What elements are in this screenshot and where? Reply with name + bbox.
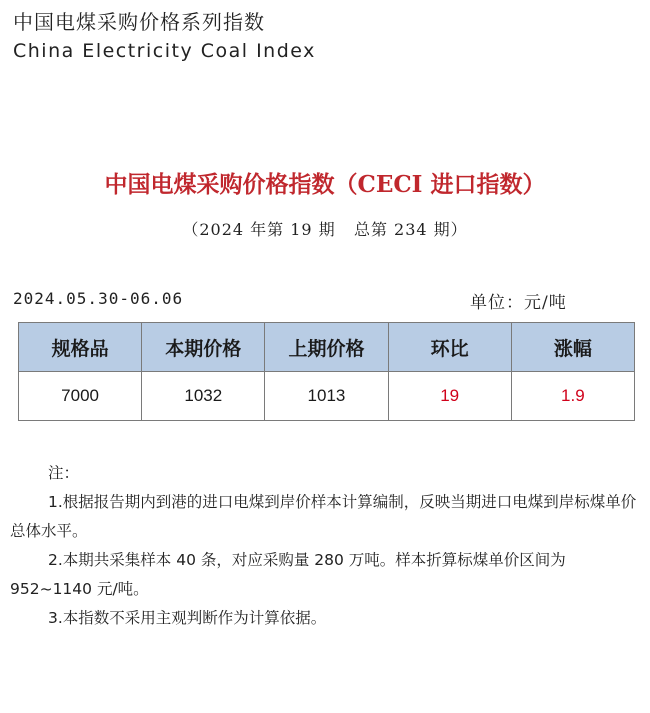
report-issue: （2024 年第 19 期 总第 234 期） bbox=[182, 220, 468, 239]
col-header-change: 环比 bbox=[388, 323, 511, 372]
col-header-spec: 规格品 bbox=[19, 323, 142, 372]
note-item-1: 1.根据报告期内到港的进口电煤到岸价样本计算编制，反映当期进口电煤到岸标煤单价总体水平。 bbox=[10, 493, 637, 540]
cell-change: 19 bbox=[388, 372, 511, 421]
note-item-2: 2.本期共采集样本 40 条，对应采购量 280 万吨。样本折算标煤单价区间为 952~1140 元/吨。 bbox=[10, 551, 566, 598]
col-header-current-price: 本期价格 bbox=[142, 323, 265, 372]
col-header-change-pct: 涨幅 bbox=[511, 323, 634, 372]
cell-current-price: 1032 bbox=[142, 372, 265, 421]
table-header-row bbox=[19, 323, 635, 372]
cell-spec: 7000 bbox=[19, 372, 142, 421]
date-range: 2024.05.30-06.06 bbox=[13, 289, 184, 308]
price-index-table bbox=[18, 322, 635, 421]
col-header-previous-price: 上期价格 bbox=[265, 323, 388, 372]
report-title: 中国电煤采购价格指数（CECI 进口指数） bbox=[104, 171, 546, 198]
header-title-en: China Electricity Coal Index bbox=[13, 40, 316, 62]
notes-section bbox=[10, 459, 640, 633]
cell-previous-price: 1013 bbox=[265, 372, 388, 421]
header-title-cn: 中国电煤采购价格系列指数 bbox=[13, 10, 265, 34]
cell-change-pct: 1.9 bbox=[511, 372, 634, 421]
note-item-3: 3.本指数不采用主观判断作为计算依据。 bbox=[48, 609, 327, 627]
notes-label: 注： bbox=[48, 464, 80, 482]
table-row bbox=[19, 372, 635, 421]
unit-label: 单位：元/吨 bbox=[470, 293, 567, 313]
